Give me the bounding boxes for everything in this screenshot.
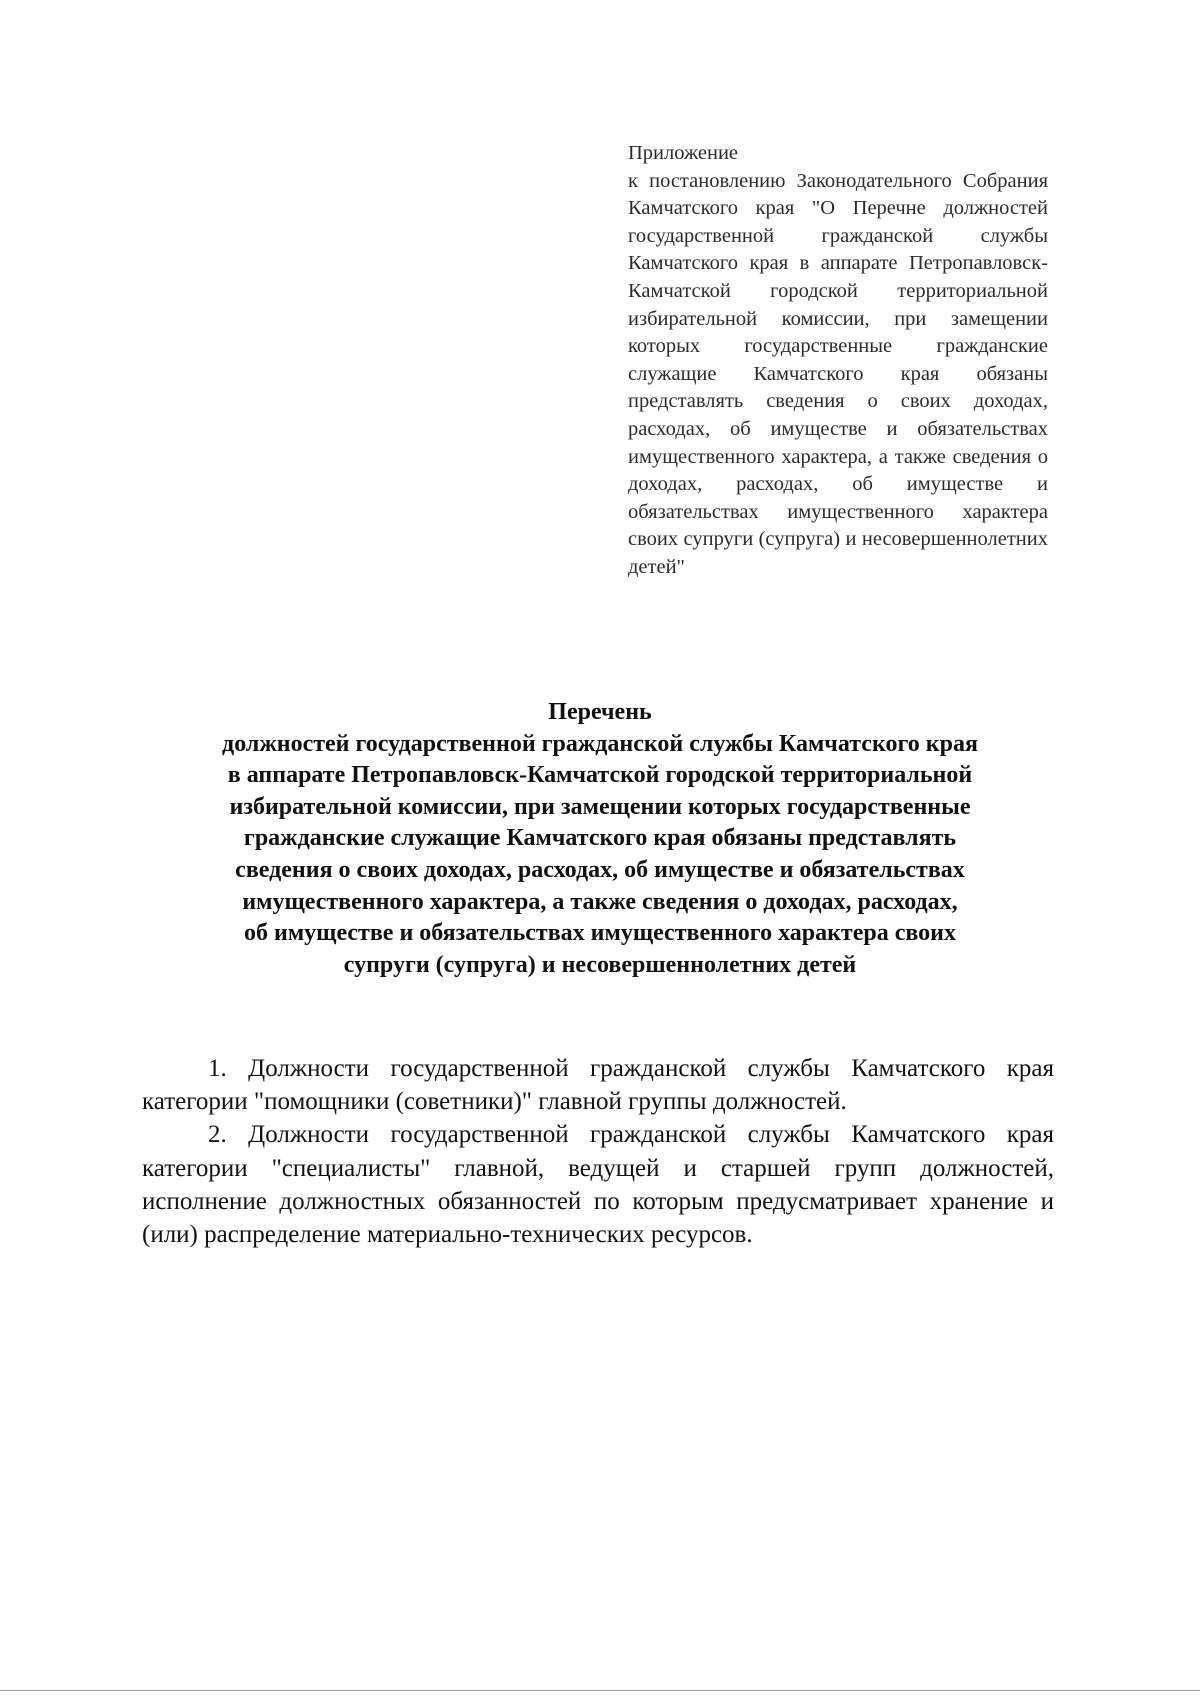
list-item-1: 1. Должности государственной гражданской службы Камчатского края категории "помощники (советники)" главной группы должностей. [142,1055,1054,1116]
document-title [100,697,1100,981]
scan-bottom-edge [0,1690,1200,1691]
title-line: гражданские служащие Камчатского края обязаны представлять [243,825,957,852]
appendix-label: Приложение [628,142,739,164]
title-line: должностей государственной гражданской службы Камчатского края [222,730,978,757]
title-line: сведения о своих доходах, расходах, об имуществе и обязательствах [235,856,965,883]
title-line: супруги (супруга) и несовершеннолетних детей [343,951,857,978]
title-line: избирательной комиссии, при замещении которых государственные [229,793,971,820]
title-line: об имуществе и обязательствах имущественного характера своих [244,920,956,947]
list-item-2: 2. Должности государственной гражданской службы Камчатского края категории "специалисты" главной, ведущей и старшей групп должностей, исполнение должностных обязанностей по которым предусматривает хранение и (или) распределение материально-технических ресурсов. [142,1121,1054,1249]
title-heading: Перечень [548,699,652,725]
appendix-text: к постановлению Законодательного Собрания Камчатского края "О Перечне должностей государственной гражданской службы Камчатского края в аппарате Петропавловск-Камчатской городской территориальной избирательной комиссии, при замещении которых государственные гражданские служащие Камчатского края обязаны представлять сведения о своих доходах, расходах, об имуществе и обязательствах имущественного характера, а также сведения о доходах, расходах, об имуществе и обязательствах имущественного характера своих супруги (супруга) и несовершеннолетних детей" [628,169,1048,578]
title-line: имущественного характера, а также сведения о доходах, расходах, [242,888,958,915]
title-line: в аппарате Петропавловск-Камчатской городской территориальной [227,762,973,789]
document-body [142,1052,1054,1251]
appendix-note [628,140,1048,582]
